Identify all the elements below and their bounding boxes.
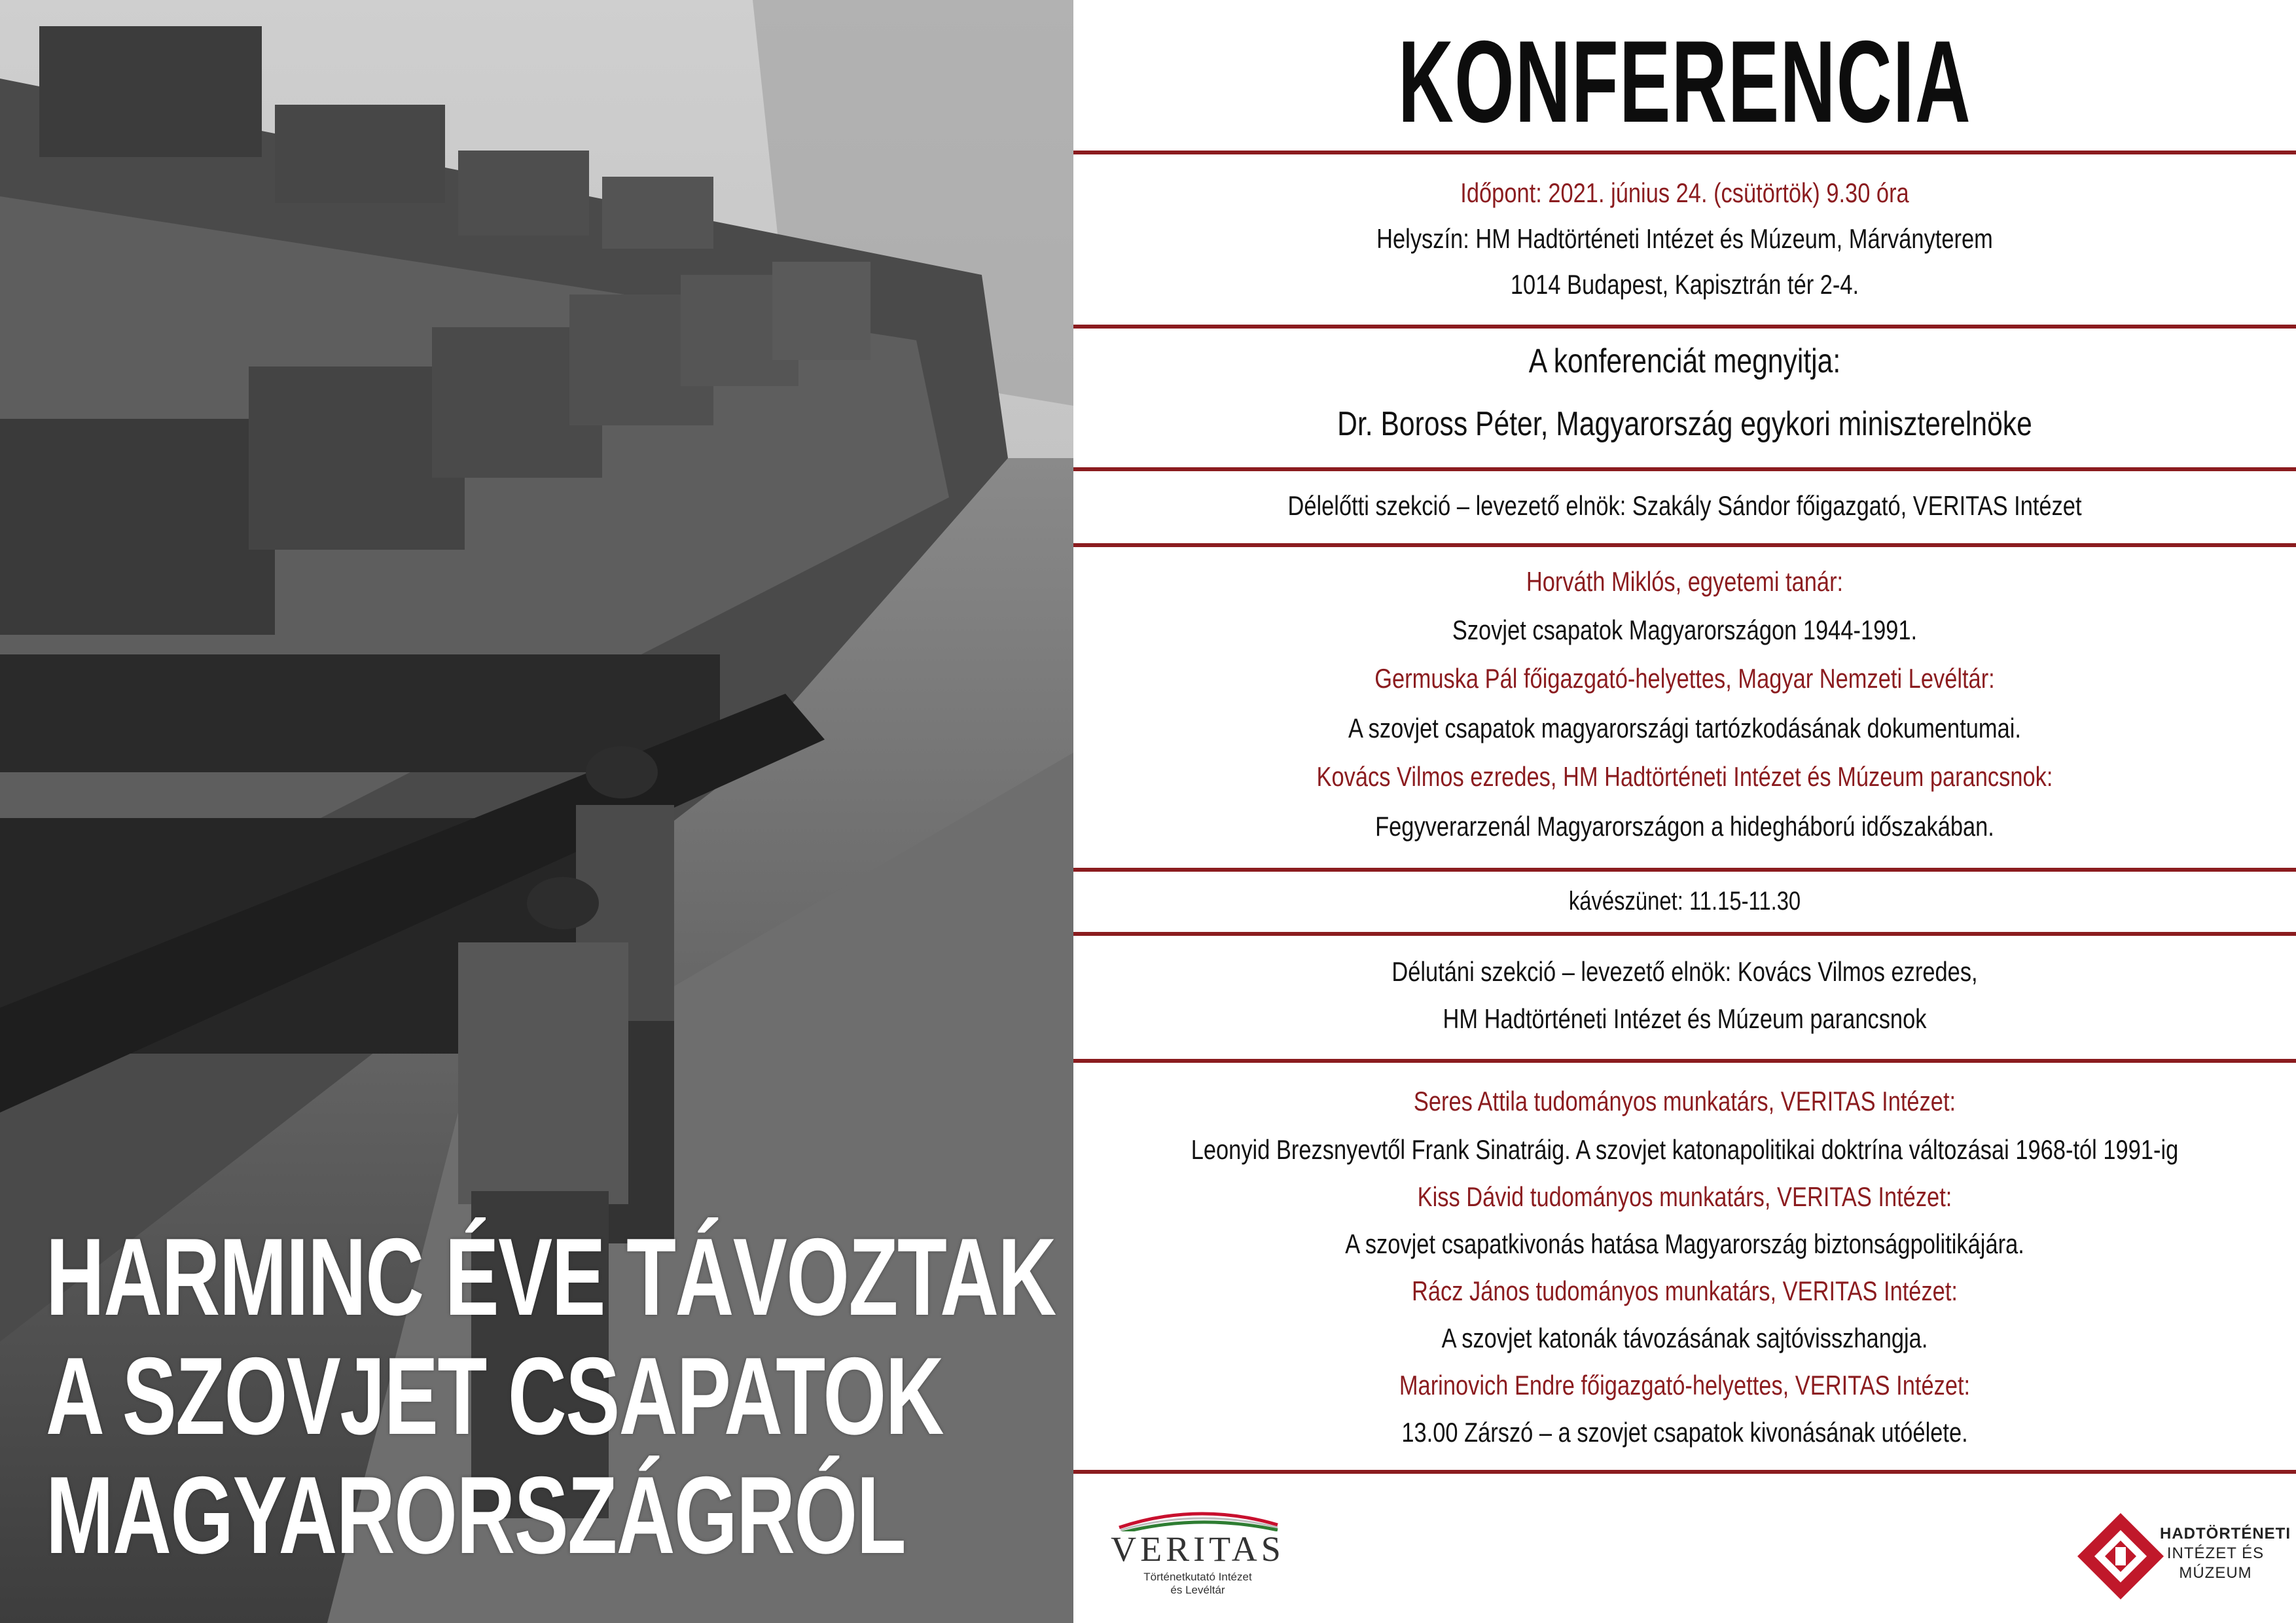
- divider: [1073, 868, 2296, 872]
- break-line: kávészünet: 11.15-11.30: [1568, 887, 1801, 916]
- poster-photo: [0, 0, 1073, 1623]
- talk-title: A szovjet csapatok magyarországi tartózkodásának dokumentumai.: [1348, 713, 2021, 743]
- divider: [1073, 543, 2296, 547]
- hti-logo: [2075, 1499, 2291, 1610]
- address-line: 1014 Budapest, Kapisztrán tér 2-4.: [1510, 269, 1859, 300]
- talk-speaker: Germuska Pál főigazgató-helyettes, Magyar Nemzeti Levéltár:: [1374, 663, 1995, 694]
- hti-line-2: INTÉZET ÉS: [2166, 1544, 2265, 1562]
- talk-title: Fegyverarzenál Magyarországon a hidegháború időszakában.: [1375, 811, 1994, 842]
- hti-line-1: HADTÖRTÉNETI: [2160, 1525, 2291, 1543]
- veritas-logo: [1106, 1505, 1289, 1597]
- poster-headline: [46, 1215, 1056, 1577]
- veritas-sub-line-1: Történetkutató Intézet: [1143, 1571, 1252, 1583]
- talk-speaker: Kovács Vilmos ezredes, HM Hadtörténeti Intézet és Múzeum parancsnok:: [1316, 761, 2053, 792]
- morning-session: Délelőtti szekció – levezető elnök: Szakály Sándor főigazgató, VERITAS Intézet: [1287, 490, 2082, 521]
- talk-speaker: Seres Attila tudományos munkatárs, VERITAS Intézet:: [1413, 1086, 1956, 1116]
- divider: [1073, 932, 2296, 936]
- divider: [1073, 151, 2296, 154]
- divider: [1073, 325, 2296, 329]
- hti-line-3: MÚZEUM: [2179, 1564, 2252, 1582]
- divider: [1073, 467, 2296, 471]
- opening-label: A konferenciát megnyitja:: [1528, 342, 1841, 380]
- headline-line-3: MAGYARORSZÁGRÓL: [46, 1454, 906, 1577]
- date-line: Időpont: 2021. június 24. (csütörtök) 9.30 óra: [1460, 177, 1909, 208]
- talk-speaker: Rácz János tudományos munkatárs, VERITAS Intézet:: [1412, 1275, 1958, 1306]
- talk-speaker: Marinovich Endre főigazgató-helyettes, VERITAS Intézet:: [1399, 1370, 1971, 1400]
- headline-line-2: A SZOVJET CSAPATOK: [46, 1334, 943, 1457]
- divider: [1073, 1470, 2296, 1474]
- program-title: KONFERENCIA: [1397, 16, 1972, 147]
- talk-speaker: Kiss Dávid tudományos munkatárs, VERITAS Intézet:: [1417, 1181, 1952, 1212]
- venue-line: Helyszín: HM Hadtörténeti Intézet és Múzeum, Márványterem: [1376, 223, 1993, 254]
- talk-title: Szovjet csapatok Magyarországon 1944-1991.: [1452, 615, 1918, 645]
- talk-title: A szovjet katonák távozásának sajtóvisszhangja.: [1441, 1323, 1928, 1353]
- red-diamond-emblem-icon: [2075, 1510, 2166, 1602]
- veritas-name: VERITAS: [1111, 1529, 1285, 1569]
- conference-program: [1073, 0, 2296, 1623]
- talk-title: Leonyid Brezsnyevtől Frank Sinatráig. A szovjet katonapolitikai doktrína változásai 1968-tól 1991-ig: [1191, 1134, 2179, 1165]
- veritas-subtitle: [1106, 1571, 1289, 1597]
- talk-title: A szovjet csapatkivonás hatása Magyarország biztonságpolitikájára.: [1345, 1228, 2024, 1259]
- divider: [1073, 1059, 2296, 1063]
- afternoon-session-line-2: HM Hadtörténeti Intézet és Múzeum parancsnok: [1443, 1003, 1927, 1034]
- opening-speaker: Dr. Boross Péter, Magyarország egykori miniszterelnöke: [1337, 405, 2032, 443]
- veritas-sub-line-2: és Levéltár: [1170, 1584, 1225, 1596]
- headline-line-1: HARMINC ÉVE TÁVOZTAK: [46, 1215, 1056, 1338]
- afternoon-session-line-1: Délutáni szekció – levezető elnök: Kovács Vilmos ezredes,: [1391, 956, 1978, 987]
- talk-title: 13.00 Zárszó – a szovjet csapatok kivonásának utóélete.: [1401, 1417, 1968, 1448]
- talk-speaker: Horváth Miklós, egyetemi tanár:: [1526, 566, 1844, 597]
- tricolor-ribbon-icon: [1106, 1505, 1289, 1531]
